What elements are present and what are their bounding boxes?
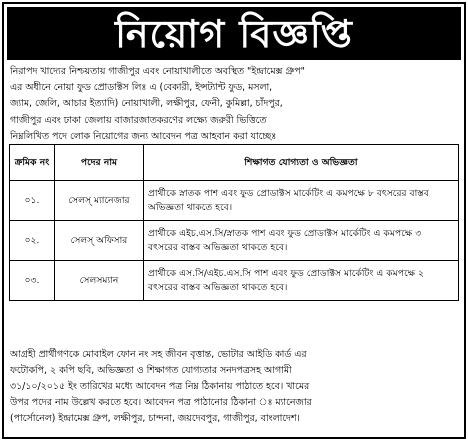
requirements-cell: প্রার্থীকে এইচ.এস.সি/স্নাতক পাশ এবং ফুড প্রোডাক্টস মার্কেটিং এ কমপক্ষে ৩ বৎসরের বাস্তব অভিজ্ঞতা থাকতে হবে। <box>144 221 459 261</box>
post-cell: সেলস্ অফিসার <box>55 221 144 261</box>
footer-line: ৩১/১০/২০১৫ ইং তারিখের মধ্যে আবেদন পত্র নিম্ন ঠিকানায় পাঠাতে হবে। খামের <box>10 381 310 392</box>
post-header: পদের নাম <box>55 145 144 181</box>
application-instructions <box>10 347 458 427</box>
intro-line: এর অধীনে নোয়া ফুড প্রোডাক্টস লিঃ এ (বেকারী, ইন্সট্যান্ট ফুড, মসলা, <box>10 82 273 94</box>
intro-paragraph <box>10 64 458 145</box>
requirements-header: শিক্ষাগত যোগ্যতা ও অভিজ্ঞতা <box>144 145 459 181</box>
footer-line: ফটোকপি, ২ কপি ছবি, অভিজ্ঞতা ও শিক্ষাগত যোগ্যতার সনদপত্রসহ আগামী <box>10 365 292 376</box>
advertisement-title: নিয়োগ বিজ্ঞপ্তি <box>7 7 461 60</box>
serial-cell: ০৩. <box>10 261 55 301</box>
serial-header: ক্রমিক নং <box>10 145 55 181</box>
vacancy-table <box>9 144 459 301</box>
requirements-cell: প্রার্থীকে স্নাতক পাশ এবং ফুড প্রোডাক্টস মার্কেটিং এ কমপক্ষে ৮ বৎসরের বাস্তব অভিজ্ঞতা থাকতে হবে। <box>144 181 459 221</box>
intro-line: গাজীপুর এবং ঢাকা জেলায় বাজারজাতকরণের লক্ষ্যে জরুরী ভিত্তিতে <box>10 114 267 126</box>
intro-line: জ্যাম, জেলি, আচার ইত্যাদি) নোয়াখালী, লক্ষীপুর, ফেনী, কুমিল্লা, চাঁদপুর, <box>10 98 283 110</box>
intro-line: নিরাপদ খাদ্যের নিশ্চয়তায় গাজীপুর এবং নোয়াখালীতে অবস্থিত "ইন্দ্রামেক্স গ্রুপ" <box>10 66 305 77</box>
post-cell: সেলসম্যান <box>55 261 144 301</box>
table-row <box>10 181 459 221</box>
serial-cell: ০২. <box>10 221 55 261</box>
post-cell: সেলস্ ম্যানেজার <box>55 181 144 221</box>
table-header-row <box>10 145 459 181</box>
serial-cell: ০১. <box>10 181 55 221</box>
table-row <box>10 221 459 261</box>
table-row <box>10 261 459 301</box>
intro-line: নিম্নলিখিত পদে লোক নিয়োগের জন্য আবেদন পত্র আহবান করা যাচ্ছেঃ <box>10 130 277 142</box>
job-advertisement <box>2 2 466 439</box>
footer-line: উপর পদের নাম উল্লেখ করতে হবে। আবেদন পত্র পাঠানোর ঠিকানা ঃ ম্যানেজার <box>10 397 312 408</box>
requirements-cell: প্রার্থীকে এস.সি/এইচ.এস.সি পাশ এবং ফুড প্রোডাক্টস মার্কেটিং এ কমপক্ষে ২ বৎসরের বাস্তব অভিজ্ঞতা থাকতে হবে। <box>144 261 459 301</box>
footer-line: (পার্সোনেল) ইন্দ্রামেক্স গ্রুপ, লক্ষীপুর, চান্দনা, জয়দেবপুর, গাজীপুর, বাংলাদেশ। <box>10 413 300 424</box>
footer-line: আগ্রহী প্রার্থীগণকে মোবাইল ফোন নং সহ জীবন বৃত্তান্ত, ভোটার আইডি কার্ড এর <box>10 349 307 360</box>
